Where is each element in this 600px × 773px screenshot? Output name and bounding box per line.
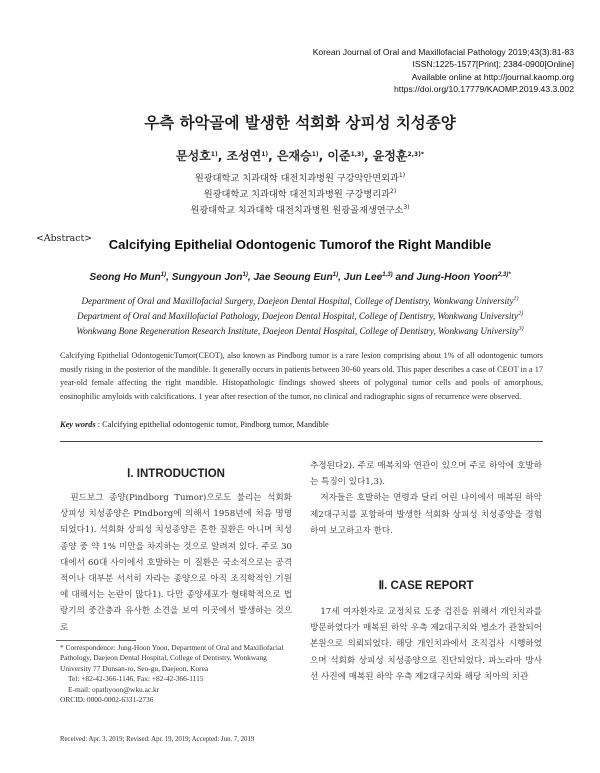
section-title-introduction: Ⅰ. INTRODUCTION	[127, 468, 225, 480]
affiliation-kr-2: 원광대학교 치과대학 대전치과병원 구강병리과$^{2)}$	[203, 188, 397, 200]
kr-author-name: 문성호	[176, 149, 211, 163]
abstract-divider	[60, 441, 543, 442]
authors-english	[0, 272, 600, 283]
kr-author-name: 이준	[327, 149, 351, 163]
title-korean: 우측 하악골에 발생한 석회화 상피성 치성종양	[144, 114, 456, 132]
affiliation-en-1: Department of Oral and Maxillofacial Surgery, Daejeon Dental Hospital, College of Dentistry, Wonkwang University$^{1)}$	[81, 296, 519, 306]
en-author-affiliation-mark: 2,3)*	[497, 272, 511, 278]
intro-paragraph: 핀드보그 종양(Pindborg Tumor)으로도 불리는 석회화 상피성 치성종양은 Pindborg에 의해서 1958년에 처음 명명되었다1). 석회화 상피성 치성종양은 흔한 질환은 아니며 치성종양 중 약 1% 미만을 차지하는 것으로 알려져 있다. 주로 30대에서 60대 사이에서 호발하는 이 질환은 국소적으로는 공격적이나 대부분 서서히 자라는 종양으로 아직 조직학적인 기원에 대해서는 논란이 많다1). 다만 종양세포가 형태학적으로 법랑기의 중간층과 유사한 소견을 보여 이곳에서 발생하는 것으로	[60, 493, 292, 633]
right-paragraph-1: 추정된다2). 주로 매복치와 연관이 있으며 주로 하악에 호발하는 특징이 있다1,3).	[310, 461, 542, 488]
en-author-affiliation-mark: 1)	[160, 272, 167, 278]
en-author-affiliation-mark: 1)	[242, 272, 248, 278]
footnote-email[interactable]: E-mail: opathyoon@wku.ac.kr	[68, 684, 160, 694]
issn: ISSN:1225-1577[Print]; 2384-0900[Online]	[412, 59, 574, 70]
affiliation-en-3: Wonkwang Bone Regeneration Research Institute, Daejeon Dental Hospital, College of Dentistry, Wonkwang University$^{3)}$	[76, 326, 524, 336]
abstract-label: <Abstract>	[36, 233, 93, 244]
en-author-affiliation-mark: 1,3)	[382, 272, 393, 278]
author-separator: ,	[247, 272, 254, 283]
affiliation-kr-1: 원광대학교 치과대학 대전치과병원 구강악안면외과$^{1)}$	[194, 172, 406, 184]
affiliation-kr-3: 원광대학교 치과대학 대전치과병원 원광골재생연구소$^{3)}$	[190, 204, 410, 216]
journal-citation: Korean Journal of Oral and Maxillofacial Pathology 2019;43(3):81-83	[312, 47, 574, 57]
en-author-name: Jae Seoung Eun	[253, 272, 333, 283]
keywords-label: Key words	[60, 420, 96, 429]
case-paragraph: 17세 여자환자로 교정치료 도중 검진을 위해서 개인치과를 방문하였다가 매복된 하악 우측 제2대구치와 병소가 관찰되어 본원으로 의뢰되었다. 해당 개인치과에서 조직검사 시행하였으며 석회화 상피성 치성종양으로 진단되었다. 파노라마 방사선 사진에 매복된 하악 우측 제2대구치와 해당 치아의 치관	[310, 607, 542, 682]
kr-author-affiliation-mark: 1)	[311, 151, 319, 158]
correspondence-footnote	[60, 643, 292, 705]
author-separator: ,	[166, 272, 172, 283]
abstract-text: Calcifying Epithelial OdontogenicTumor(CEOT), also known as Pindborg tumor is a rare lesion comprising about 1% of all odontogenic tumors mostly rising in the posterior of the mandible. It generally occurs in patients between 30-60 years old. This paper describes a case of CEOT in a 17 year-old female affecting the right mandible. Histopathologic findings showed sheets of polygonal tumor cells and pools of amorphous, eosinophilic amyloids with calcifications. 1 year after resection of the tumor, no clinical and radiographic signs of recurrence were observed.	[60, 351, 543, 401]
footnote-divider	[56, 640, 136, 641]
kr-author-affiliation-mark: 2,3)*	[407, 151, 424, 158]
right-column	[310, 458, 542, 539]
keywords	[60, 420, 543, 429]
online-url[interactable]: Available online at http://journal.kaomp.org	[411, 71, 574, 82]
received-dates: Received: Apr. 3, 2019; Revised: Apr. 19, 2019; Accepted: Jun. 7, 2019	[60, 736, 255, 743]
kr-author-name: 윤정훈	[372, 149, 408, 163]
en-author-name: Jung-Hoon Yoon	[416, 272, 498, 283]
kr-author-affiliation-mark: 1)	[261, 151, 269, 158]
authors-korean	[0, 147, 600, 164]
author-separator: and	[392, 272, 417, 283]
kr-author-affiliation-mark: 1)	[210, 151, 218, 158]
right-paragraph-2: 저자들은 호발하는 연령과 달리 어린 나이에서 매복된 하악 제2대구치를 포함하여 발생한 석회화 상피성 치성종양을 경험하여 보고하고자 한다.	[310, 493, 542, 536]
title-english: Calcifying Epithelial Odontogenic Tumorof the Right Mandible	[108, 237, 492, 252]
kr-author-name: 은재승	[276, 149, 312, 163]
author-separator: ,	[217, 149, 227, 163]
en-author-affiliation-mark: 1)	[332, 272, 339, 278]
author-separator: ,	[363, 149, 373, 163]
en-author-name: Seong Ho Mun	[89, 272, 161, 283]
footnote-line-1: * Correspondence: Jung-Hoon Yoon, Department of Oral and Maxillofacial Pathology, Daejeon Dental Hospital, College of Dentistry, Wonkwang University 77 Dunsan-ro, Seo-gu, Daejeon, Korea	[60, 643, 284, 673]
doi-link[interactable]: https://doi.org/10.17779/KAOMP.2019.43.3.002	[394, 84, 574, 95]
keywords-text: : Calcifying epithelial odontogenic tumor, Pindborg tumor, Mandible	[95, 420, 329, 429]
en-author-name: Sungyoun Jon	[171, 272, 243, 283]
author-separator: ,	[318, 149, 328, 163]
intro-column	[60, 490, 292, 636]
journal-header	[313, 46, 574, 96]
author-separator: ,	[338, 272, 344, 283]
en-author-name: Jun Lee	[343, 272, 383, 283]
affiliation-en-2: Department of Oral and Maxillofacial Pathology, Daejeon Dental Hospital, College of Dentistry, Wonkwang University$^{2)}$	[76, 311, 524, 321]
kr-author-affiliation-mark: 1,3)	[350, 151, 364, 158]
footnote-line-2: Tel: +82-42-366-1146, Fax: +82-42-366-1115	[68, 674, 204, 684]
footnote-orcid: ORCID: 0000-0002-6331-2736	[60, 695, 154, 705]
section-title-case-report: Ⅱ. CASE REPORT	[378, 580, 474, 592]
author-separator: ,	[268, 149, 277, 163]
case-column	[310, 604, 542, 685]
kr-author-name: 조성연	[226, 149, 262, 163]
